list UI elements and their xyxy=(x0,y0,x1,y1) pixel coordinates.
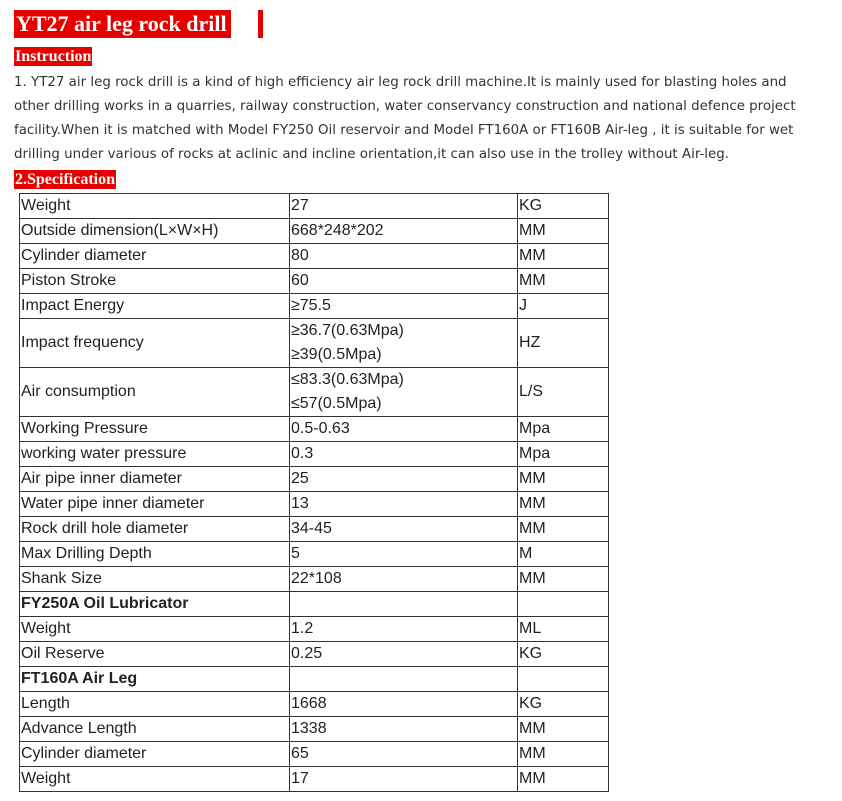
spec-value: 25 xyxy=(291,470,309,487)
spec-value-cell xyxy=(290,244,518,269)
spec-unit-cell: MM xyxy=(518,717,609,742)
spec-unit-cell: KG xyxy=(518,194,609,219)
spec-name-cell: Max Drilling Depth xyxy=(20,542,290,567)
spec-name-cell: Water pipe inner diameter xyxy=(20,492,290,517)
spec-unit-cell: MM xyxy=(518,467,609,492)
spec-value: 80 xyxy=(291,247,309,264)
spec-name-cell: Impact Energy xyxy=(20,294,290,319)
page-title: YT27 air leg rock drill xyxy=(14,10,231,38)
table-row xyxy=(20,194,609,219)
page-title-wrap xyxy=(14,10,231,38)
spec-value-cell xyxy=(290,269,518,294)
spec-name-cell: Advance Length xyxy=(20,717,290,742)
spec-value-cell xyxy=(290,592,518,617)
table-row xyxy=(20,742,609,767)
spec-value: 13 xyxy=(291,495,309,512)
table-row xyxy=(20,692,609,717)
spec-value-cell xyxy=(290,319,518,368)
table-row xyxy=(20,517,609,542)
spec-unit-cell xyxy=(518,592,609,617)
spec-unit-cell: KG xyxy=(518,642,609,667)
table-row xyxy=(20,269,609,294)
spec-unit-cell: Mpa xyxy=(518,417,609,442)
spec-name-cell: Cylinder diameter xyxy=(20,244,290,269)
specification-table-body xyxy=(20,194,609,792)
spec-unit-cell: KG xyxy=(518,692,609,717)
spec-name-cell: Rock drill hole diameter xyxy=(20,517,290,542)
table-row xyxy=(20,642,609,667)
table-row xyxy=(20,567,609,592)
spec-name-cell: Shank Size xyxy=(20,567,290,592)
spec-value: ≤57(0.5Mpa) xyxy=(291,395,382,412)
spec-unit-cell: Mpa xyxy=(518,442,609,467)
instruction-heading: Instruction xyxy=(15,48,92,65)
spec-name-cell: Weight xyxy=(20,767,290,792)
spec-value-cell xyxy=(290,368,518,417)
spec-value-cell xyxy=(290,567,518,592)
table-row xyxy=(20,244,609,269)
specification-table xyxy=(19,193,609,792)
table-row xyxy=(20,442,609,467)
table-section-row xyxy=(20,667,609,692)
table-row xyxy=(20,717,609,742)
spec-name-cell: Cylinder diameter xyxy=(20,742,290,767)
spec-unit-cell: MM xyxy=(518,567,609,592)
spec-unit-cell: MM xyxy=(518,244,609,269)
spec-value: 1.2 xyxy=(291,620,314,637)
spec-name-cell: FT160A Air Leg xyxy=(20,667,290,692)
spec-unit-cell: MM xyxy=(518,269,609,294)
table-row xyxy=(20,542,609,567)
spec-value: 5 xyxy=(291,545,300,562)
table-row xyxy=(20,368,609,417)
spec-name-cell: Outside dimension(L×W×H) xyxy=(20,219,290,244)
spec-unit-cell: MM xyxy=(518,742,609,767)
spec-value: 34-45 xyxy=(291,520,332,537)
spec-unit-cell: ML xyxy=(518,617,609,642)
table-row xyxy=(20,417,609,442)
spec-name-cell: Weight xyxy=(20,617,290,642)
spec-value-cell xyxy=(290,492,518,517)
spec-value: 65 xyxy=(291,745,309,762)
spec-value: 22*108 xyxy=(291,570,342,587)
spec-name-cell: Air pipe inner diameter xyxy=(20,467,290,492)
spec-value: 1668 xyxy=(291,695,327,712)
spec-value: 0.5-0.63 xyxy=(291,420,350,437)
spec-name-cell: Working Pressure xyxy=(20,417,290,442)
spec-unit-cell: L/S xyxy=(518,368,609,417)
spec-value-cell xyxy=(290,717,518,742)
spec-name-cell: Air consumption xyxy=(20,368,290,417)
spec-value: 668*248*202 xyxy=(291,222,384,239)
spec-value-cell xyxy=(290,542,518,567)
spec-unit-cell xyxy=(518,667,609,692)
spec-value-cell xyxy=(290,617,518,642)
spec-name-cell: Oil Reserve xyxy=(20,642,290,667)
table-row xyxy=(20,294,609,319)
spec-value: 1338 xyxy=(291,720,327,737)
spec-name-cell: Impact frequency xyxy=(20,319,290,368)
spec-value-cell xyxy=(290,742,518,767)
spec-value-cell xyxy=(290,294,518,319)
spec-value: 27 xyxy=(291,197,309,214)
spec-unit-cell: MM xyxy=(518,517,609,542)
table-row xyxy=(20,492,609,517)
spec-value-cell xyxy=(290,767,518,792)
spec-value-cell xyxy=(290,642,518,667)
table-row xyxy=(20,219,609,244)
spec-unit-cell: MM xyxy=(518,492,609,517)
specification-heading: 2.Specification xyxy=(15,171,115,188)
spec-value: 60 xyxy=(291,272,309,289)
spec-name-cell: working water pressure xyxy=(20,442,290,467)
spec-value: ≥36.7(0.63Mpa) xyxy=(291,322,404,339)
spec-value: ≥39(0.5Mpa) xyxy=(291,346,382,363)
spec-value: 0.25 xyxy=(291,645,323,662)
spec-value-cell xyxy=(290,442,518,467)
spec-name-cell: Weight xyxy=(20,194,290,219)
spec-unit-cell: M xyxy=(518,542,609,567)
spec-unit-cell: MM xyxy=(518,219,609,244)
instruction-paragraph: 1. YT27 air leg rock drill is a kind of high efficiency air leg rock drill machine.It is mainly used for blasting holes and other drilling works in a quarries, railway construction, water conservancy construction and national defence project facility.When it is matched with Model FY250 Oil reservoir and Model FT160A or FT160B Air-leg , it is suitable for wet drilling under various of rocks at aclinic and incline orientation,it can also use in the trolley without Air-leg. xyxy=(14,75,796,162)
spec-value-cell xyxy=(290,467,518,492)
spec-unit-cell: MM xyxy=(518,767,609,792)
spec-value-cell xyxy=(290,667,518,692)
spec-name-cell: Piston Stroke xyxy=(20,269,290,294)
table-section-row xyxy=(20,592,609,617)
spec-unit-cell: HZ xyxy=(518,319,609,368)
spec-value: ≤83.3(0.63Mpa) xyxy=(291,371,404,388)
table-row xyxy=(20,319,609,368)
spec-value-cell xyxy=(290,517,518,542)
spec-unit-cell: J xyxy=(518,294,609,319)
spec-value-cell xyxy=(290,417,518,442)
spec-value: 17 xyxy=(291,770,309,787)
table-row xyxy=(20,467,609,492)
spec-value: 0.3 xyxy=(291,445,314,462)
spec-value-cell xyxy=(290,219,518,244)
table-row xyxy=(20,767,609,792)
spec-value-cell xyxy=(290,692,518,717)
title-accent-bar xyxy=(258,10,263,38)
spec-value-cell xyxy=(290,194,518,219)
spec-name-cell: Length xyxy=(20,692,290,717)
table-row xyxy=(20,617,609,642)
spec-value: ≥75.5 xyxy=(291,297,331,314)
spec-name-cell: FY250A Oil Lubricator xyxy=(20,592,290,617)
